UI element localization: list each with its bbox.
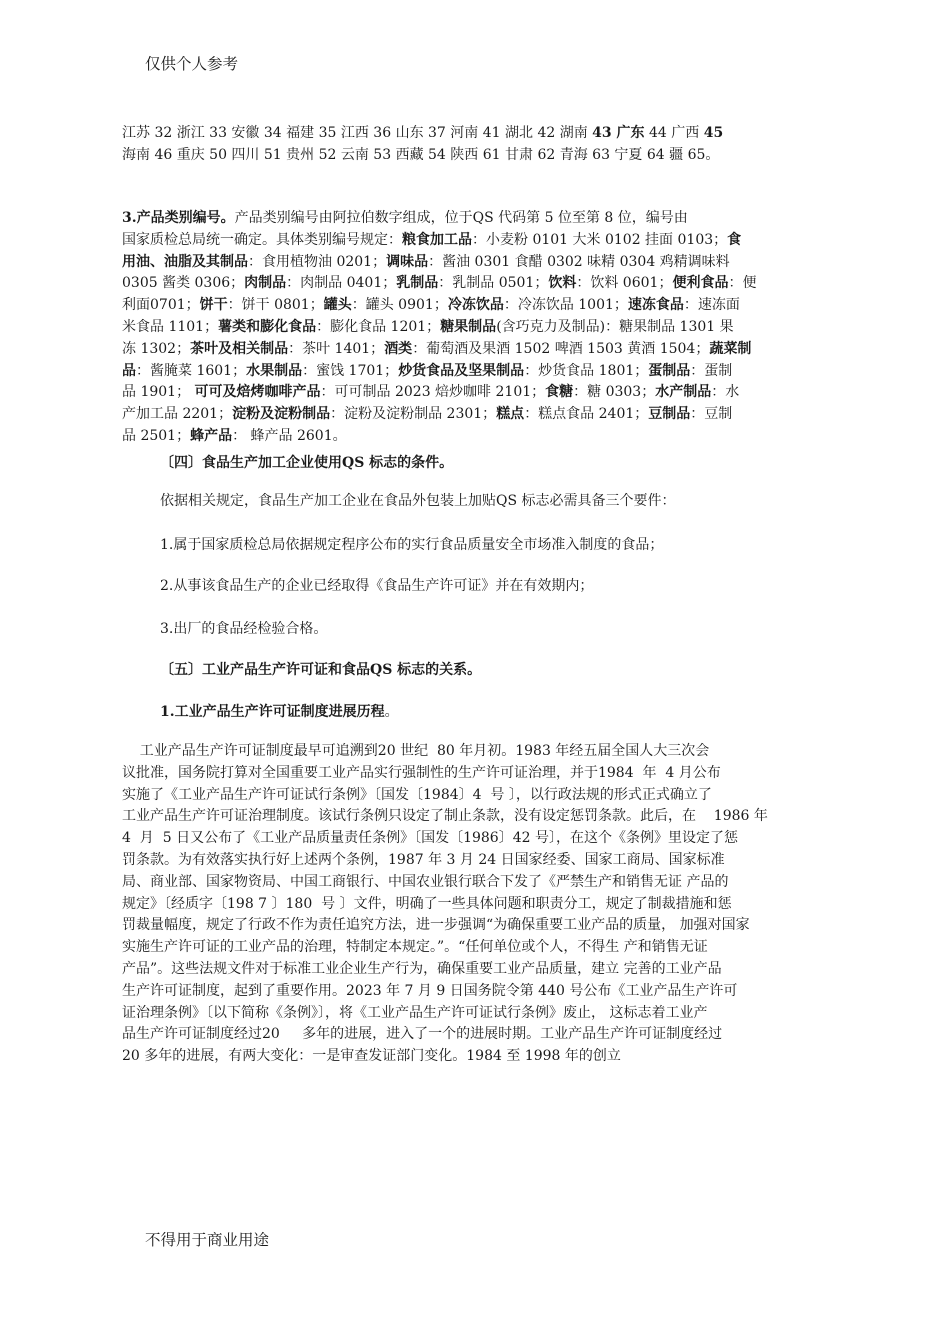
category-name: 蔬菜制 (709, 340, 752, 357)
category-line (122, 252, 834, 274)
category-name: 用油、油脂及其制品 (122, 253, 248, 270)
category-name: 品 (122, 362, 136, 379)
history-line: 工业产品生产许可证制度最早可追溯到20 世纪 80 年月初。1983 年经五届全国人大三次会 (122, 743, 710, 759)
category-name: 糕点 (496, 406, 525, 423)
category-line (122, 426, 834, 448)
history-line: 证治理条例》〔以下简称《条例》〕，将《工业产品生产许可证试行条例》废止， 这标志着工业产 (122, 1004, 708, 1021)
category-text: ：豆制 (690, 406, 733, 423)
page-header: 仅供个人参考 (145, 55, 239, 73)
category-text: ：肉制品 0401； (286, 275, 397, 292)
history-line: 工业产品生产许可证治理制度。该试行条例只设定了制止条款，没有设定惩罚条款。此后，在 1986 年 (122, 808, 768, 825)
category-name: 食糖 (545, 384, 574, 401)
category-text: ：饼干 0801； (227, 297, 324, 314)
category-text: ：炒货食品 1801； (524, 362, 649, 379)
category-text: ：糖 0303； (573, 384, 656, 401)
category-text: ： 蜂产品 2601。 (232, 427, 347, 444)
history-line: 4 月 5 日又公布了《工业产品质量责任条例》〔国发〔1986〕42 号〕，在这个《条例》里设定了惩 (122, 830, 738, 847)
province-code-bold: 43 广东 (592, 125, 645, 141)
category-text: 米食品 1101； (122, 318, 219, 335)
history-line: 议批准，国务院打算对全国重要工业产品实行强制性的生产许可证治理，并于1984 年 4 月公布 (122, 764, 721, 781)
category-line (122, 317, 834, 339)
category-text: ：速冻面 (683, 297, 740, 314)
condition-item-2: 2.从事该食品生产的企业已经取得《食品生产许可证》并在有效期内； (160, 578, 594, 594)
category-name: 速冻食品 (627, 297, 684, 314)
category-text: ：食用植物油 0201； (248, 253, 387, 270)
history-line: 实施了《工业产品生产许可证试行条例》〔国发〔1984〕4 号 〕，以行政法规的形式正式确立了 (122, 786, 712, 803)
category-line (122, 273, 834, 295)
category-line (122, 230, 834, 252)
category-name: 茶叶及相关制品 (190, 340, 289, 357)
category-text: 冻 1302； (122, 340, 191, 357)
category-name: 酒类 (384, 340, 413, 357)
category-text: ：蛋制 (690, 362, 733, 379)
history-line: 罚条款。为有效落实执行好上述两个条例，1987 年 3 月 24 日国家经委、国家工商局、国家标准 (122, 851, 725, 868)
category-text: ：乳制品 0501； (438, 275, 549, 292)
section-4-heading: 〔四〕食品生产加工企业使用QS 标志的条件。 (160, 455, 454, 471)
category-text: ：葡萄酒及果酒 1502 啤酒 1503 黄酒 1504； (412, 340, 710, 357)
category-name: 粮食加工品 (402, 231, 472, 248)
category-text: (含巧克力及制品)：糖果制品 1301 果 (496, 318, 734, 335)
province-code-line-2: 海南 46 重庆 50 四川 51 贵州 52 云南 53 西藏 54 陕西 61 甘肃 62 青海 63 宁夏 64 疆 65。 (122, 146, 720, 163)
category-name: 蛋制品 (648, 362, 691, 379)
category-text: ：酱腌菜 1601； (136, 362, 247, 379)
history-line: 罚裁量幅度，规定了行政不作为责任追究方法，进一步强调“为确保重要工业产品的质量， 加强对国家 (122, 917, 750, 934)
category-line (122, 208, 834, 230)
province-code-bold: 45 (703, 125, 724, 141)
province-code-text: 江苏 32 浙江 33 安徽 34 福建 35 江西 36 山东 37 河南 41 湖北 42 湖南 (122, 125, 593, 141)
category-text: ：水 (711, 384, 740, 401)
category-text: ：糕点食品 2401； (524, 406, 649, 423)
category-name: 便利食品 (672, 275, 729, 292)
category-text: 0305 酱类 0306； (122, 275, 245, 292)
category-name: 3.产品类别编号。 (122, 210, 235, 226)
section-5-heading: 〔五〕工业产品生产许可证和食品QS 标志的关系。 (160, 662, 482, 678)
province-code-paragraph (122, 123, 834, 167)
province-code-text: 44 广西 (644, 125, 704, 141)
product-category-paragraph (122, 208, 834, 448)
category-text: ：膨化食品 1201； (316, 318, 441, 335)
category-name: 肉制品 (244, 275, 287, 292)
category-name: 罐头 (323, 297, 352, 314)
history-line: 品生产许可证制度经过20 多年的进展，进入了一个的进展时期。工业产品生产许可证制度经过 (122, 1026, 723, 1043)
condition-item-1: 1.属于国家质检总局依据规定程序公布的实行食品质量安全市场准入制度的食品； (160, 537, 664, 553)
subsection-1-title: 1.工业产品生产许可证制度进展历程 (160, 704, 385, 720)
page-footer: 不得用于商业用途 (145, 1231, 270, 1249)
category-line (122, 361, 834, 383)
province-code-line-1 (122, 123, 834, 145)
history-line: 实施生产许可证的工业产品的治理，特制定本规定。”。“任何单位或个人，不得生 产和销售无证 (122, 939, 708, 956)
condition-item-3: 3.出厂的食品经检验合格。 (160, 621, 328, 637)
history-line: 20 多年的进展，有两大变化：一是审查发证部门变化。1984 至 1998 年的创立 (122, 1048, 621, 1065)
category-text: ：酱油 0301 食醋 0302 味精 0304 鸡精调味料 (428, 253, 730, 270)
category-name: 调味品 (386, 253, 429, 270)
category-text: ：饮料 0601； (576, 275, 673, 292)
category-line (122, 295, 834, 317)
category-line (122, 339, 834, 361)
category-text: ：蜜饯 1701； (302, 362, 399, 379)
category-name: 乳制品 (396, 275, 439, 292)
category-name: 糖果制品 (440, 318, 497, 335)
history-line: 局、商业部、国家物资局、中国工商银行、中国农业银行联合下发了《严禁生产和销售无证 产品的 (122, 873, 729, 890)
category-text: 品 2501； (122, 427, 191, 444)
category-text: 国家质检总局统一确定。具体类别编号规定： (122, 231, 402, 248)
category-text: 品 1901； (122, 384, 195, 401)
category-text: ：淀粉及淀粉制品 2301； (330, 406, 497, 423)
history-line: 产品”。这些法规文件对于标准工业企业生产行为，确保重要工业产品质量，建立 完善的工业产品 (122, 960, 722, 977)
history-paragraph (122, 741, 834, 1068)
category-line (122, 404, 834, 426)
category-name: 冷冻饮品 (447, 297, 504, 314)
section-4-intro: 依据相关规定，食品生产加工企业在食品外包装上加贴QS 标志必需具备三个要件： (160, 493, 676, 509)
category-name: 饼干 (199, 297, 228, 314)
category-text: 利面0701； (122, 297, 200, 314)
category-name: 薯类和膨化食品 (218, 318, 317, 335)
category-text: 产加工品 2201； (122, 406, 233, 423)
category-text: ：便 (728, 275, 757, 292)
category-name: 食 (727, 231, 742, 248)
category-name: 可可及焙烤咖啡产品 (194, 384, 321, 401)
history-line: 规定》〔经质字〔198 7 〕180 号 〕文件，明确了一些具体问题和职责分工，规定了制裁措施和惩 (122, 895, 732, 912)
category-text: ：小麦粉 0101 大米 0102 挂面 0103； (472, 231, 728, 248)
history-line: 生产许可证制度，起到了重要作用。2023 年 7 月 9 日国务院令第 440 号公布《工业产品生产许可 (122, 982, 738, 999)
category-name: 炒货食品及坚果制品 (398, 362, 525, 379)
category-name: 蜂产品 (190, 427, 233, 444)
category-text: ：冷冻饮品 1001； (503, 297, 628, 314)
subsection-1-heading (160, 701, 399, 721)
category-name: 饮料 (548, 275, 577, 292)
category-name: 水产制品 (655, 384, 712, 401)
category-name: 豆制品 (648, 406, 691, 423)
category-text: ：茶叶 1401； (288, 340, 385, 357)
category-text: ：罐头 0901； (351, 297, 448, 314)
category-name: 淀粉及淀粉制品 (232, 406, 331, 423)
subsection-1-tail: 。 (384, 704, 399, 720)
category-text: ：可可制品 2023 焙炒咖啡 2101； (320, 384, 546, 401)
category-line (122, 382, 834, 404)
category-name: 水果制品 (246, 362, 303, 379)
category-text: 产品类别编号由阿拉伯数字组成，位于QS 代码第 5 位至第 8 位，编号由 (234, 210, 688, 226)
